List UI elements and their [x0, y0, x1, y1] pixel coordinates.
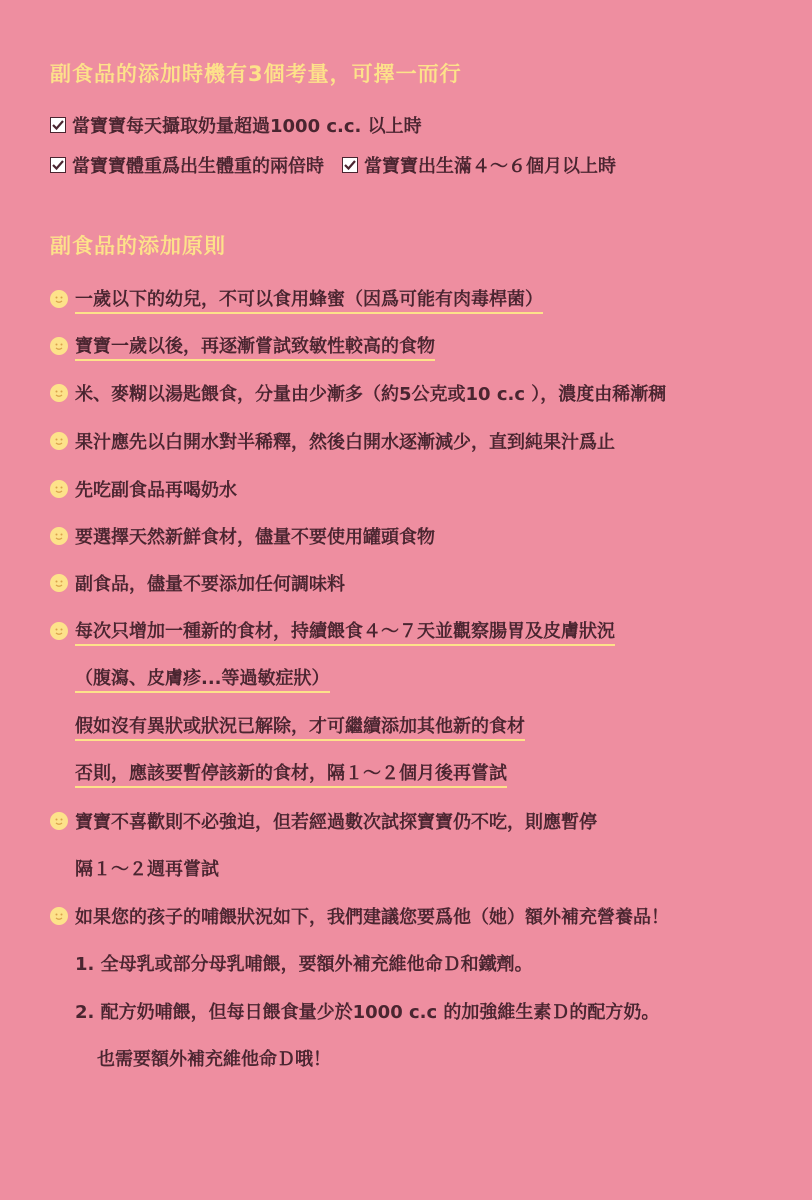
principle-item [50, 568, 345, 598]
principle-item [50, 806, 597, 836]
smiley-bullet-icon [50, 527, 68, 545]
principle-text: 寶寶不喜歡則不必強迫，但若經過數次試探寶寶仍不吃，則應暫停 [75, 812, 597, 833]
principle-text: 米、麥糊以湯匙餵食，分量由少漸多（約5公克或10 c.c ），濃度由稀漸稠 [75, 384, 667, 405]
smiley-bullet-icon [50, 907, 68, 925]
smiley-bullet-icon [50, 337, 68, 355]
principle-item [50, 521, 435, 551]
principle-text: 否則，應該要暫停該新的食材，隔１～２個月後再嘗試 [75, 759, 507, 788]
principle-item [50, 426, 615, 456]
smiley-bullet-icon [50, 432, 68, 450]
smiley-bullet-icon [50, 574, 68, 592]
principle-text: 果汁應先以白開水對半稀釋，然後白開水逐漸減少，直到純果汁爲止 [75, 432, 615, 453]
check-item [50, 112, 422, 138]
principle-text: 先吃副食品再喝奶水 [75, 480, 237, 501]
smiley-bullet-icon [50, 290, 68, 308]
principle-text: 寶寶一歲以後，再逐漸嘗試致敏性較高的食物 [75, 332, 435, 361]
principle-text: 要選擇天然新鮮食材，儘量不要使用罐頭食物 [75, 527, 435, 548]
principle-text: 每次只增加一種新的食材，持續餵食４～７天並觀察腸胃及皮膚狀況 [75, 617, 615, 646]
principle-item [50, 474, 237, 504]
supplement-item [50, 996, 659, 1026]
principle-item [50, 331, 435, 361]
principle-item [50, 284, 543, 314]
principle-text: 副食品，儘量不要添加任何調味料 [75, 574, 345, 595]
principle-text: 一歲以下的幼兒，不可以食用蜂蜜（因爲可能有肉毒桿菌） [75, 285, 543, 314]
check-row-1 [50, 113, 440, 137]
smiley-bullet-icon [50, 622, 68, 640]
check-item [50, 152, 324, 178]
smiley-bullet-icon [50, 384, 68, 402]
supplement-text: 1. 全母乳或部分母乳哺餵，要額外補充維他命Ｄ和鐵劑。 [75, 954, 533, 975]
check-item [342, 152, 616, 178]
principle-text: 假如沒有異狀或狀況已解除，才可繼續添加其他新的食材 [75, 712, 525, 741]
smiley-bullet-icon [50, 812, 68, 830]
check-label: 當寶寶體重爲出生體重的兩倍時 [72, 156, 324, 177]
principle-continuation [50, 758, 507, 788]
timing-title: 副食品的添加時機有3個考量，可擇一而行 [50, 62, 462, 86]
check-label: 當寶寶出生滿４～６個月以上時 [364, 156, 616, 177]
checkmark-icon [342, 157, 358, 173]
supplement-text: 2. 配方奶哺餵，但每日餵食量少於1000 c.c 的加強維生素Ｄ的配方奶。 [75, 1002, 660, 1023]
principle-text: （腹瀉、皮膚疹...等過敏症狀） [75, 664, 330, 693]
principle-continuation [50, 711, 525, 741]
principle-continuation [50, 853, 219, 883]
supplement-item [50, 1043, 331, 1073]
principles-title: 副食品的添加原則 [50, 234, 226, 258]
smiley-bullet-icon [50, 480, 68, 498]
principle-continuation [50, 663, 330, 693]
principle-item [50, 901, 669, 931]
check-row-2 [50, 153, 634, 177]
supplement-text: 也需要額外補充維他命Ｄ哦！ [97, 1049, 331, 1070]
supplement-item [50, 948, 533, 978]
principle-text: 如果您的孩子的哺餵狀況如下，我們建議您要爲他（她）額外補充營養品！ [75, 907, 669, 928]
check-label: 當寶寶每天攝取奶量超過1000 c.c. 以上時 [72, 116, 422, 137]
principle-item [50, 378, 666, 408]
checkmark-icon [50, 157, 66, 173]
principle-item [50, 616, 615, 646]
checkmark-icon [50, 117, 66, 133]
principle-text: 隔１～２週再嘗試 [75, 859, 219, 880]
